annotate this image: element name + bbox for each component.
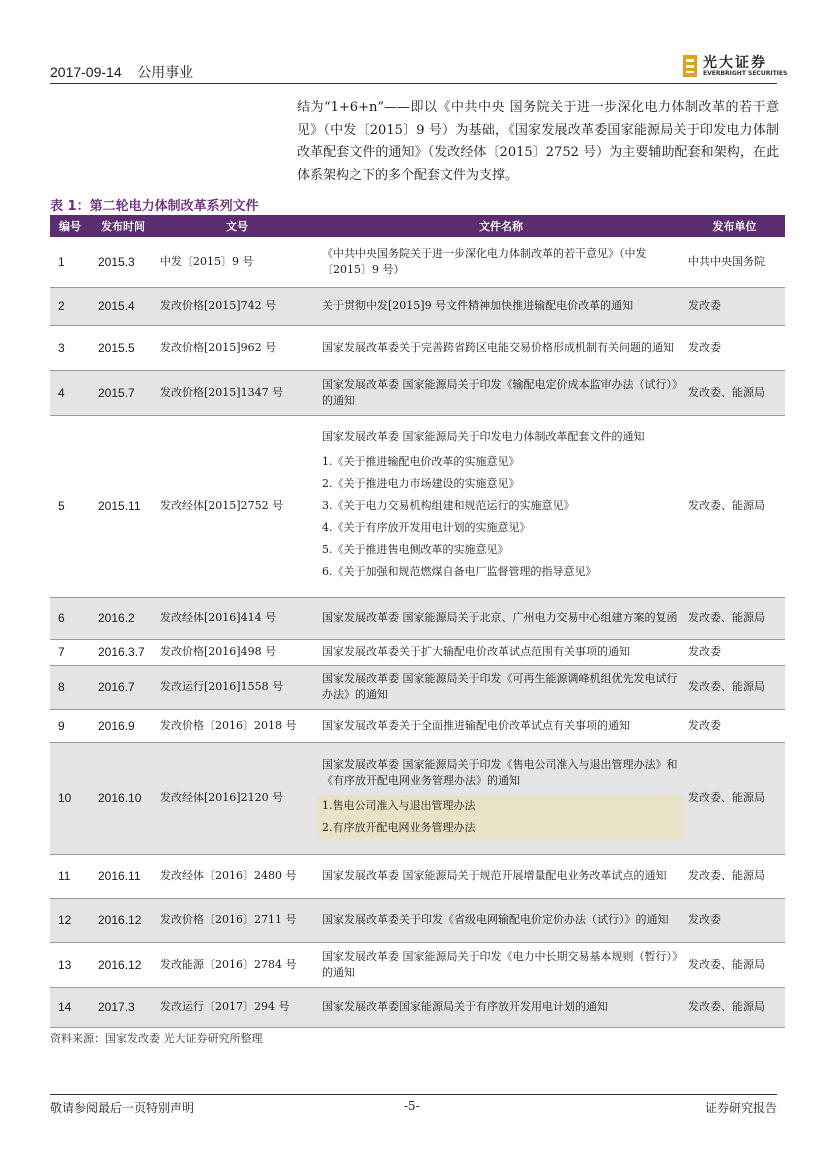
sub-document-list: [318, 795, 684, 839]
table-source-note: 资料来源：国家发改委 光大证券研究所整理: [50, 1032, 263, 1045]
table-row: [50, 742, 785, 854]
table-row: [50, 665, 785, 709]
row-name: 关于贯彻中发[2015]9 号文件精神加快推进输配电价改革的通知: [318, 287, 684, 325]
row-unit: 发改委、能源局: [684, 415, 785, 597]
row-doc: 中发〔2015〕9 号: [156, 237, 318, 287]
row-no: 5: [50, 415, 90, 597]
table-row: [50, 942, 785, 987]
row-no: 2: [50, 287, 90, 325]
row-date: 2015.5: [90, 325, 156, 370]
row-doc: 发改价格[2015]742 号: [156, 287, 318, 325]
row-no: 14: [50, 987, 90, 1027]
row-date: 2016.9: [90, 709, 156, 742]
row-date: 2016.12: [90, 942, 156, 987]
row-unit: 发改委、能源局: [684, 597, 785, 639]
footer-disclaimer: 敬请参阅最后一页特别声明: [50, 1101, 195, 1115]
row-no: 7: [50, 639, 90, 665]
row-doc: 发改价格[2015]1347 号: [156, 370, 318, 415]
row-name: 国家发展改革委国家能源局关于有序放开发用电计划的通知: [318, 987, 684, 1027]
footer-report-type: 证券研究报告: [704, 1101, 777, 1115]
row-doc: 发改运行〔2017〕294 号: [156, 987, 318, 1027]
row-no: 12: [50, 898, 90, 942]
row-no: 10: [50, 742, 90, 854]
row-date: 2015.3: [90, 237, 156, 287]
row-date: 2015.4: [90, 287, 156, 325]
table-title: 表 1：第二轮电力体制改革系列文件: [50, 199, 259, 214]
row-name: 《中共中央国务院关于进一步深化电力体制改革的若干意见》（中发〔2015〕9 号）: [318, 237, 684, 287]
row-no: 8: [50, 665, 90, 709]
row-name: 国家发展改革委 国家能源局关于规范开展增量配电业务改革试点的通知: [318, 854, 684, 898]
row-name: 国家发展改革委 国家能源局关于印发《电力中长期交易基本规则（暂行）》的通知: [318, 942, 684, 987]
row-doc: 发改经体〔2016〕2480 号: [156, 854, 318, 898]
col-header-no: 编号: [50, 215, 90, 237]
row-doc: 发改运行[2016]1558 号: [156, 665, 318, 709]
row-unit: 发改委、能源局: [684, 370, 785, 415]
row-doc: 发改经体[2016]414 号: [156, 597, 318, 639]
col-header-unit: 发布单位: [684, 215, 785, 237]
row-date: 2015.7: [90, 370, 156, 415]
table-row: [50, 370, 785, 415]
sub-document-list: [322, 451, 680, 583]
row-date: 2015.11: [90, 415, 156, 597]
row-name: 国家发展改革委关于全面推进输配电价改革试点有关事项的通知: [318, 709, 684, 742]
table-row: [50, 709, 785, 742]
row-doc: 发改价格[2015]962 号: [156, 325, 318, 370]
sub-document-item: 5.《关于推进售电侧改革的实施意见》: [322, 543, 509, 556]
footer-page-number: -5-: [404, 1099, 420, 1113]
col-header-name: 文件名称: [318, 215, 684, 237]
table-row: [50, 898, 785, 942]
table-row: [50, 287, 785, 325]
row-name: 国家发展改革委关于印发《省级电网输配电价定价办法（试行）》的通知: [318, 898, 684, 942]
sub-document-item: 6.《关于加强和规范燃煤自备电厂监督管理的指导意见》: [322, 565, 597, 578]
row-name-text: 国家发展改革委 国家能源局关于印发《售电公司准入与退出管理办法》和《有序放开配电网业务管理办法》的通知: [322, 758, 678, 787]
row-name: 国家发展改革委关于完善跨省跨区电能交易价格形成机制有关问题的通知: [318, 325, 684, 370]
row-date: 2016.10: [90, 742, 156, 854]
row-name: 国家发展改革委 国家能源局关于北京、广州电力交易中心组建方案的复函: [318, 597, 684, 639]
row-unit: 中共中央国务院: [684, 237, 785, 287]
row-unit: 发改委: [684, 325, 785, 370]
row-unit: 发改委: [684, 639, 785, 665]
row-name: 国家发展改革委关于扩大输配电价改革试点范围有关事项的通知: [318, 639, 684, 665]
row-name: 国家发展改革委 国家能源局关于印发《可再生能源调峰机组优先发电试行办法》的通知: [318, 665, 684, 709]
row-no: 13: [50, 942, 90, 987]
row-date: 2017.3: [90, 987, 156, 1027]
table-header-row: [50, 215, 785, 237]
row-doc: 发改经体[2015]2752 号: [156, 415, 318, 597]
header-sector: 公用事业: [137, 64, 194, 80]
header-divider: [50, 83, 777, 84]
row-date: 2016.11: [90, 854, 156, 898]
row-unit: 发改委、能源局: [684, 942, 785, 987]
row-no: 6: [50, 597, 90, 639]
sub-document-item: 2.有序放开配电网业务管理办法: [322, 821, 476, 834]
row-doc: 发改能源〔2016〕2784 号: [156, 942, 318, 987]
logo-name-cn: 光大证券: [703, 55, 767, 71]
row-name: [318, 415, 684, 597]
intro-paragraph: 结为“1+6+n”——即以《中共中央 国务院关于进一步深化电力体制改革的若干意见》（中发〔2015〕9 号）为基础，《国家发展改革委国家能源局关于印发电力体制改革配套文件的通知》（发改经体〔2015〕2752 号）为主要辅助配套和架构，在此体系架构之下的多个配套文件为支撑。: [297, 100, 779, 183]
row-no: 3: [50, 325, 90, 370]
row-unit: 发改委、能源局: [684, 665, 785, 709]
row-date: 2016.3.7: [90, 639, 156, 665]
col-header-doc: 文号: [156, 215, 318, 237]
footer-divider: [50, 1094, 777, 1095]
header-date-sector: [50, 62, 193, 82]
row-unit: 发改委、能源局: [684, 987, 785, 1027]
table-row: [50, 237, 785, 287]
table-row: [50, 325, 785, 370]
row-date: 2016.7: [90, 665, 156, 709]
table-row: [50, 639, 785, 665]
row-unit: 发改委: [684, 287, 785, 325]
sub-document-item: 4.《关于有序放开发用电计划的实施意见》: [322, 521, 531, 534]
row-no: 11: [50, 854, 90, 898]
row-unit: 发改委、能源局: [684, 742, 785, 854]
col-header-date: 发布时间: [90, 215, 156, 237]
sub-document-item: 1.售电公司准入与退出管理办法: [322, 799, 476, 812]
sub-document-item: 2.《关于推进电力市场建设的实施意见》: [322, 477, 520, 490]
sub-document-item: 3.《关于电力交易机构组建和规范运行的实施意见》: [322, 499, 575, 512]
row-unit: 发改委、能源局: [684, 854, 785, 898]
header-date: 2017-09-14: [50, 64, 122, 80]
logo-mark-icon: [683, 55, 697, 77]
sub-document-item: 1.《关于推进输配电价改革的实施意见》: [322, 455, 520, 468]
row-doc: 发改经体[2016]2120 号: [156, 742, 318, 854]
row-no: 9: [50, 709, 90, 742]
row-no: 1: [50, 237, 90, 287]
row-unit: 发改委: [684, 709, 785, 742]
reform-documents-table: [50, 215, 785, 1028]
table-row: [50, 597, 785, 639]
logo-name-en: EVERBRIGHT SECURITIES: [703, 70, 788, 77]
row-doc: 发改价格[2016]498 号: [156, 639, 318, 665]
table-row: [50, 415, 785, 597]
row-name: [318, 742, 684, 854]
row-date: 2016.2: [90, 597, 156, 639]
row-doc: 发改价格〔2016〕2711 号: [156, 898, 318, 942]
brand-logo: [683, 52, 788, 80]
row-unit: 发改委: [684, 898, 785, 942]
row-name-text: 国家发展改革委 国家能源局关于印发电力体制改革配套文件的通知: [322, 430, 645, 443]
table-row: [50, 854, 785, 898]
row-name: 国家发展改革委 国家能源局关于印发《输配电定价成本监审办法（试行）》的通知: [318, 370, 684, 415]
row-doc: 发改价格〔2016〕2018 号: [156, 709, 318, 742]
row-date: 2016.12: [90, 898, 156, 942]
row-no: 4: [50, 370, 90, 415]
table-row: [50, 987, 785, 1027]
